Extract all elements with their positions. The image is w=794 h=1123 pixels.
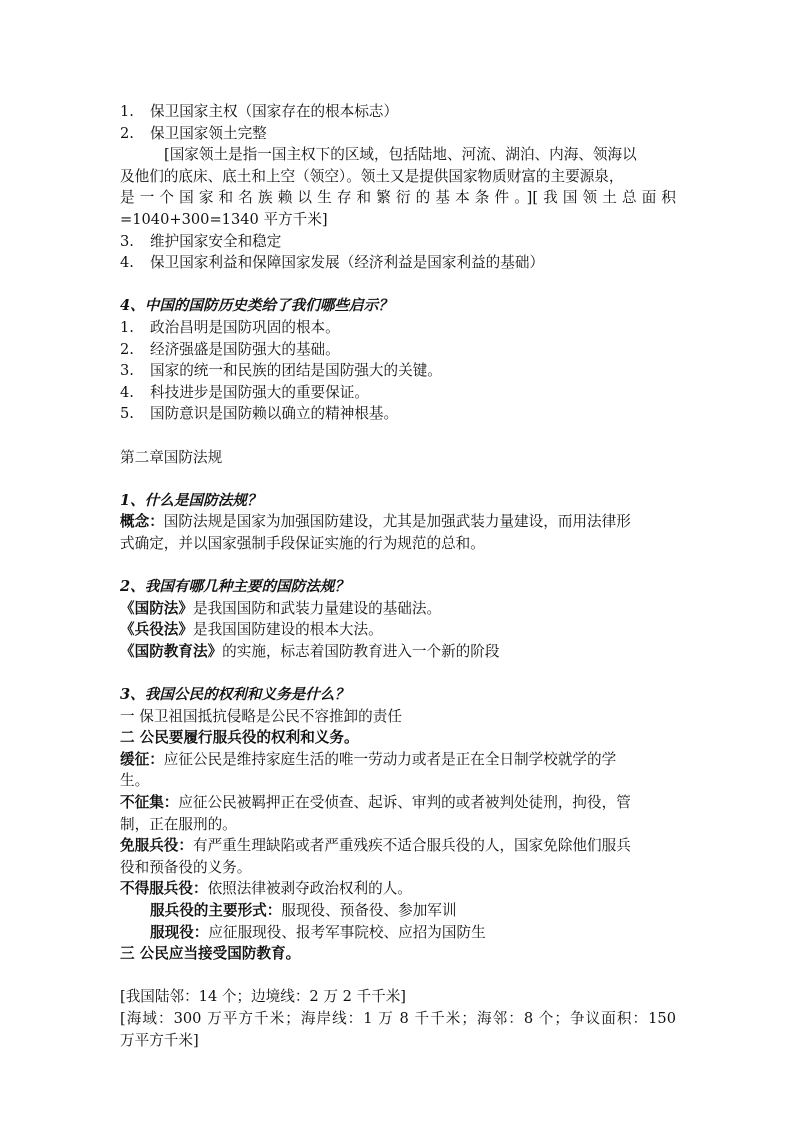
list-number: 1.	[120, 103, 134, 120]
list-number: 4.	[120, 383, 134, 401]
sea-facts: [海域：300 万平方千米；海岸线：1 万 8 千千米；海邻：8 个；争议面积：150	[120, 1009, 676, 1027]
term-text: 生。	[120, 772, 150, 790]
list-item	[120, 317, 676, 339]
term-text: 应征公民被羁押正在受侦查、起诉、审判的或者被判处徒刑，拘役，管	[178, 794, 631, 811]
list-item	[120, 382, 676, 404]
paragraph-line: 及他们的底床、底土和上空（领空）。领土又是提供国家物质财富的主要源泉，	[120, 167, 624, 185]
term-text: 有严重生理缺陷或者严重残疾不适合服兵役的人，国家免除他们服兵	[192, 837, 631, 855]
term-text: 应征服现役、报考军事院校、应招为国防生	[208, 923, 486, 941]
list-text: 保卫国家利益和保障国家发展（经济利益是国家利益的基础）	[150, 254, 545, 272]
term-label: 免服兵役：	[120, 837, 193, 855]
spacer	[120, 554, 676, 576]
term-text: 制，正在服刑的。	[120, 815, 237, 833]
term-line	[120, 792, 676, 814]
list-text: 保卫国家领土完整	[150, 124, 267, 142]
question-heading: 4、中国的国防历史类给了我们哪些启示？	[120, 297, 393, 315]
spacer	[120, 662, 676, 684]
list-item	[120, 339, 676, 361]
point-two: 二 公民要履行服兵役的权利和义务。	[120, 729, 359, 747]
term-text: 应征公民是维持家庭生活的唯一劳动力或者是正在全日制学校就学的学	[163, 750, 617, 768]
definition-line	[120, 511, 676, 533]
law-name: 《兵役法》	[120, 621, 193, 639]
question-heading: 1、什么是国防法规？	[120, 491, 262, 509]
list-text: 经济强盛是国防强大的基础。	[150, 340, 340, 358]
point-one: 一 保卫祖国抵抗侵略是公民不容推卸的责任	[120, 707, 402, 725]
list-text: 政治昌明是国防巩固的根本。	[150, 318, 340, 336]
chapter-title: 第二章国防法规	[120, 448, 223, 466]
law-text: 是我国国防和武装力量建设的基础法。	[192, 599, 442, 617]
law-name: 《国防教育法》	[120, 642, 223, 660]
sea-facts: 万平方千米]	[120, 1031, 199, 1049]
document-content	[120, 101, 676, 1051]
term-line	[120, 922, 676, 944]
term-label: 不得服兵役：	[120, 880, 208, 898]
term-label: 服现役：	[150, 923, 209, 941]
law-text: 是我国国防建设的根本大法。	[192, 621, 383, 639]
list-number: 3.	[120, 232, 134, 250]
paragraph-line: [国家领土是指一国主权下的区域，包括陆地、河流、湖泊、内海、领海以	[164, 146, 637, 164]
paragraph-line: =1040+300=1340 平方千米]	[120, 210, 328, 228]
law-item	[120, 641, 676, 663]
term-line	[120, 749, 676, 771]
list-text: 维护国家安全和稳定	[150, 232, 282, 250]
term-label: 缓征：	[120, 750, 164, 768]
list-number: 5.	[120, 405, 134, 423]
question-heading: 2、我国有哪几种主要的国防法规？	[120, 578, 350, 596]
list-text: 国防意识是国防赖以确立的精神根基。	[150, 405, 399, 423]
land-facts: [我国陆邻：14 个；边境线：2 万 2 千千米]	[120, 988, 406, 1006]
spacer	[120, 965, 676, 987]
territory-paragraph	[120, 144, 676, 230]
term-line	[120, 835, 676, 857]
term-label: 服兵役的主要形式：	[150, 901, 282, 919]
list-number: 2.	[120, 340, 134, 358]
definition-text: 式确定，并以国家强制手段保证实施的行为规范的总和。	[120, 534, 485, 552]
term-label: 概念：	[120, 513, 164, 531]
list-number: 2.	[120, 124, 134, 142]
spacer	[120, 425, 676, 447]
list-text: 国家的统一和民族的团结是国防强大的关键。	[150, 362, 442, 380]
list-item	[120, 123, 676, 145]
list-item	[120, 403, 676, 425]
list-number: 4.	[120, 254, 134, 272]
list-item	[120, 231, 676, 253]
law-item	[120, 619, 676, 641]
definition-text: 国防法规是国家为加强国防建设，尤其是加强武装力量建设，而用法律形	[163, 513, 631, 531]
list-item	[120, 101, 676, 123]
list-item	[120, 360, 676, 382]
point-three: 三 公民应当接受国防教育。	[120, 945, 301, 963]
list-text: 科技进步是国防强大的重要保证。	[150, 383, 369, 401]
list-item	[120, 252, 676, 274]
term-label: 不征集：	[120, 794, 179, 811]
law-text: 的实施，标志着国防教育进入一个新的阶段	[222, 642, 500, 660]
list-text: 保卫国家主权（国家存在的根本标志）	[150, 103, 399, 120]
spacer	[120, 468, 676, 490]
list-number: 1.	[120, 318, 134, 336]
term-text: 依照法律被剥夺政治权利的人。	[207, 880, 412, 898]
term-line	[120, 878, 676, 900]
law-name: 《国防法》	[120, 599, 193, 617]
law-item	[120, 598, 676, 620]
list-number: 3.	[120, 362, 134, 380]
term-text: 服现役、预备役、参加军训	[281, 901, 457, 919]
term-line	[120, 900, 676, 922]
term-text: 役和预备役的义务。	[120, 858, 252, 876]
paragraph-line: 是一个国家和名族赖以生存和繁衍的基本条件。][我国领土总面积	[120, 189, 676, 207]
question-heading: 3、我国公民的权利和义务是什么？	[120, 686, 350, 704]
spacer	[120, 274, 676, 296]
